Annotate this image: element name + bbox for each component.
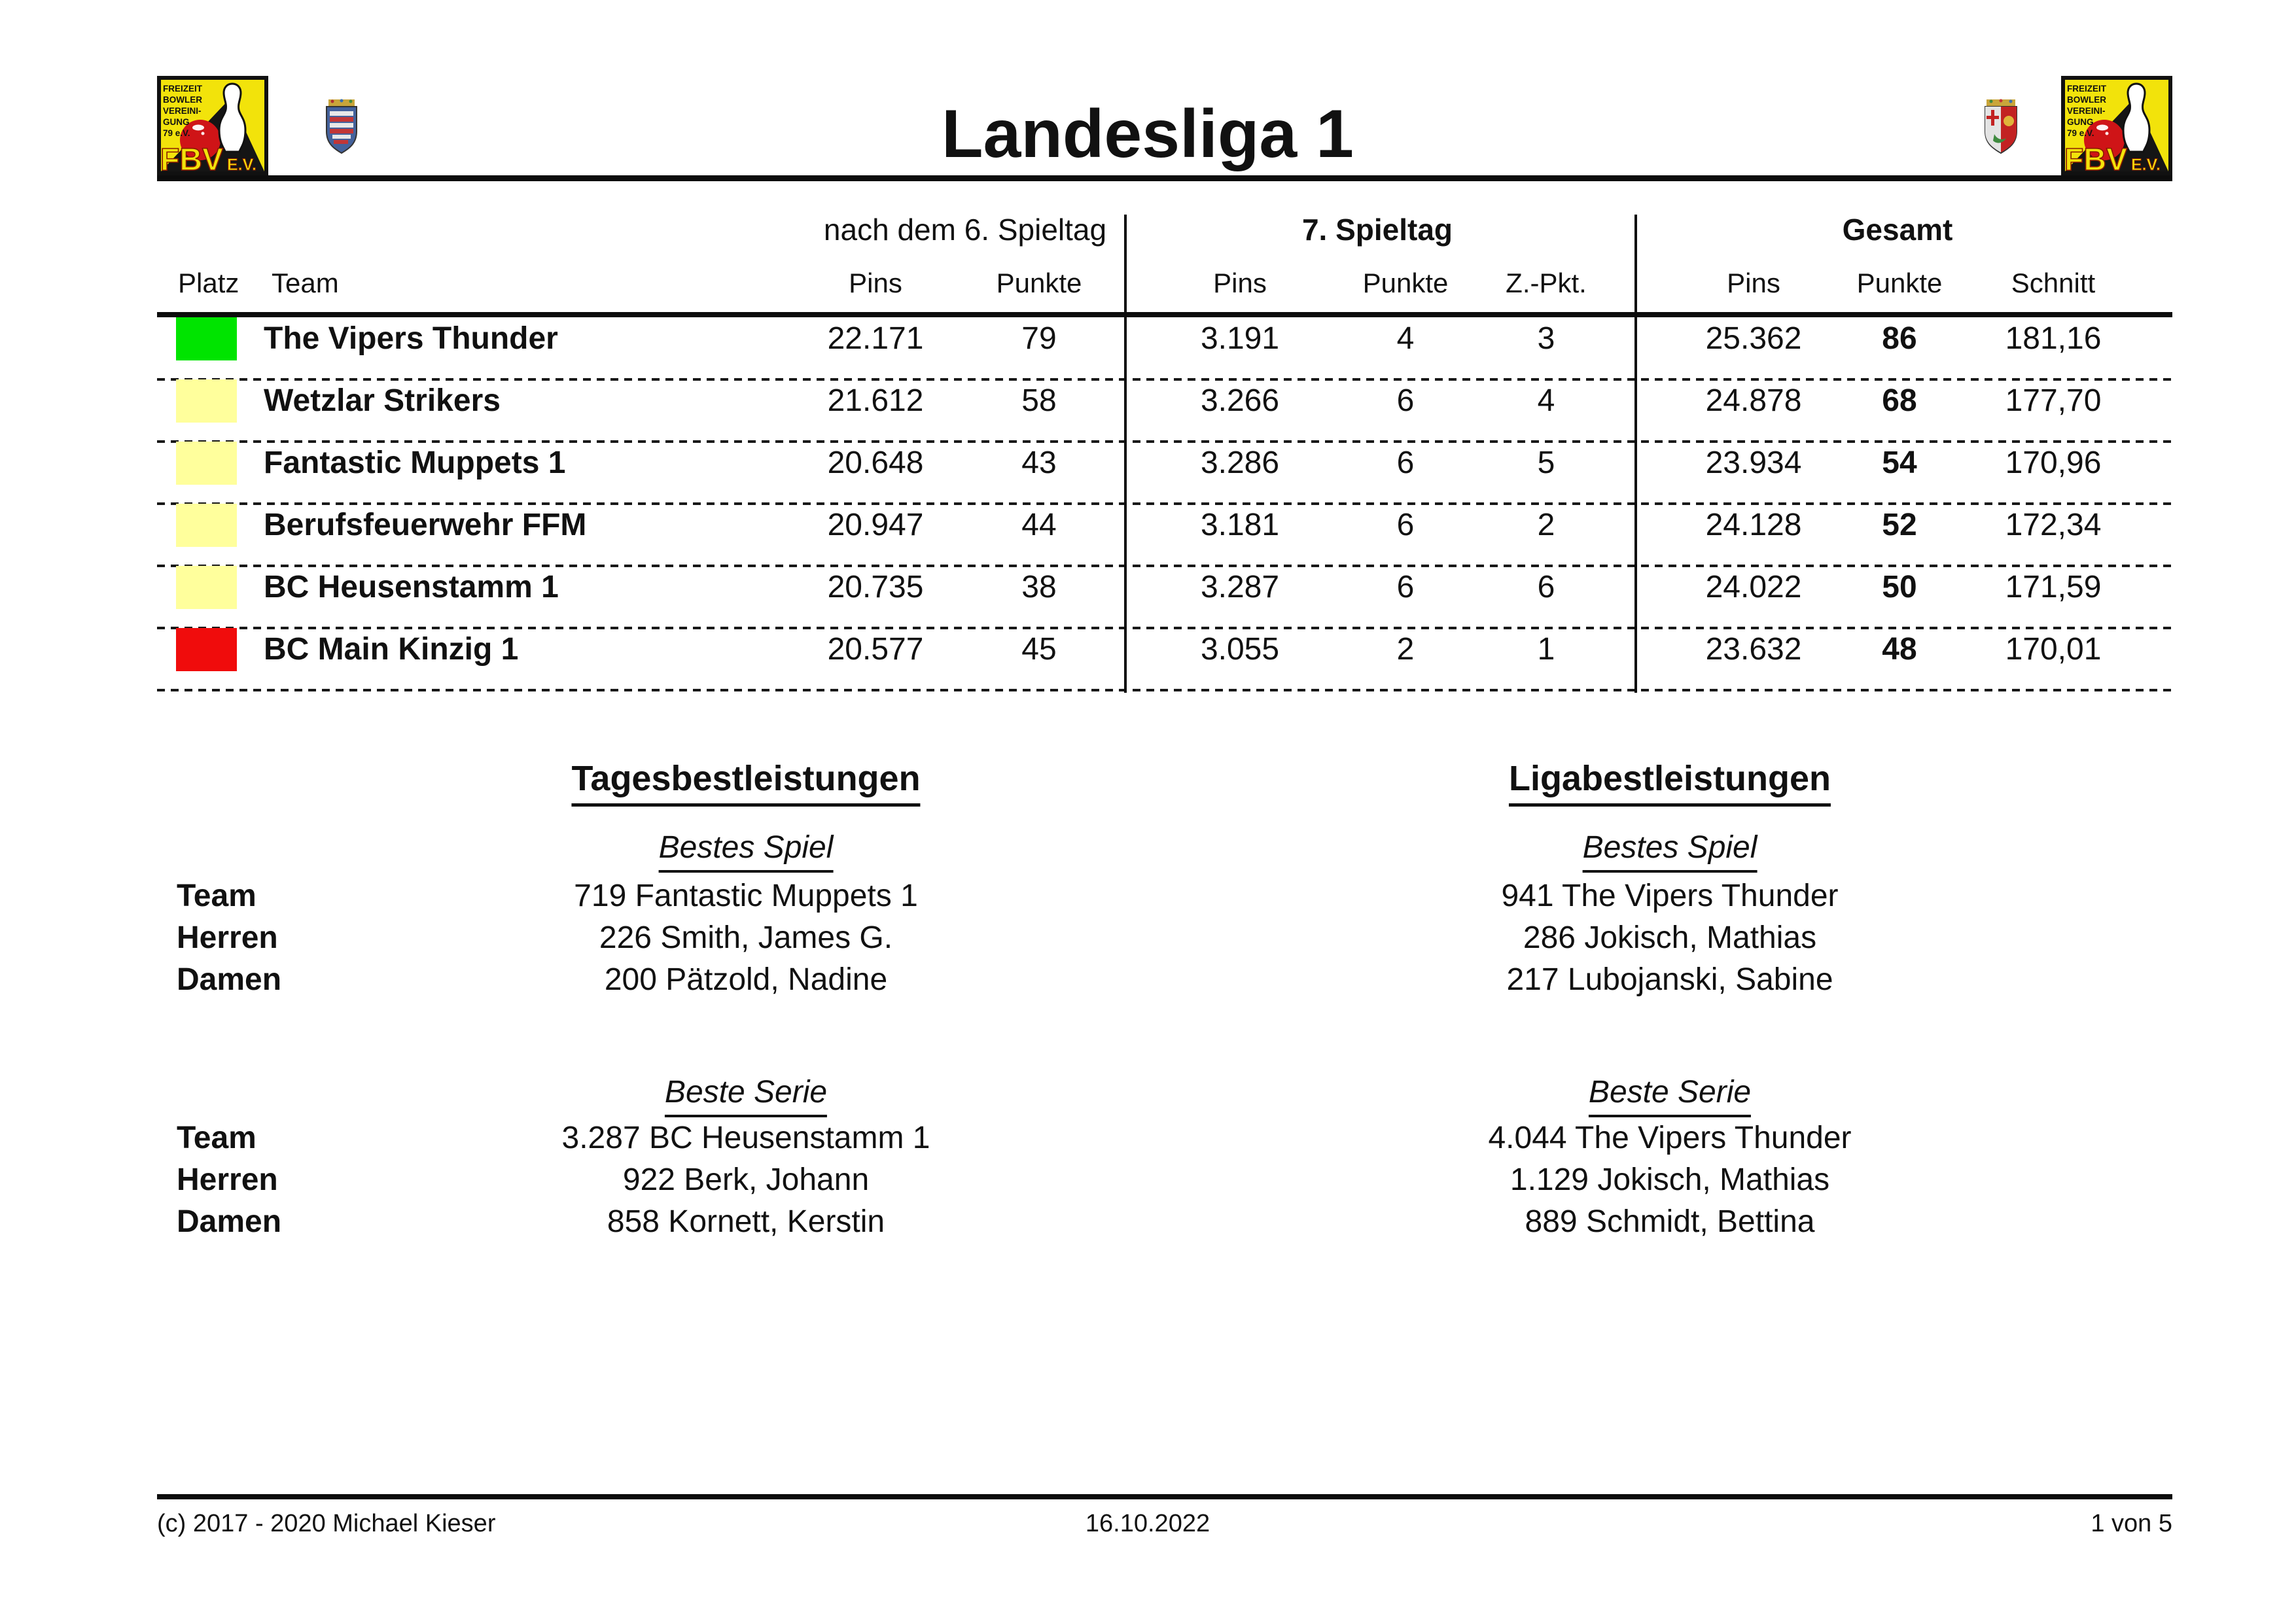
pins-total: 24.878 [1705,383,1802,418]
rank-color-swatch [176,379,237,423]
zusatz-punkte: 6 [1537,570,1555,604]
day-best-series-team: 3.287 BC Heusenstamm 1 [561,1121,930,1155]
schnitt: 170,01 [2005,632,2102,667]
pins-after-day6: 22.171 [827,321,924,356]
rank-color-swatch [176,442,237,485]
zusatz-punkte: 5 [1537,445,1555,480]
logo-text-line4: GUNG [163,117,190,127]
punkte-after-day6: 58 [1021,383,1057,418]
league-best-series-title: Beste Serie [1589,1073,1751,1117]
pins-after-day6: 20.735 [827,570,924,604]
schnitt: 177,70 [2005,383,2102,418]
table-row [157,317,2172,379]
team-name: BC Heusenstamm 1 [264,570,559,604]
footer-date: 16.10.2022 [1085,1510,1210,1537]
punkte-day7: 6 [1396,445,1415,480]
day-best-game-women: 200 Pätzold, Nadine [604,962,888,997]
rank-color-swatch [176,317,237,360]
zusatz-punkte: 2 [1537,508,1555,542]
zusatz-punkte: 4 [1537,383,1555,418]
team-name: Wetzlar Strikers [264,383,501,418]
league-best-series-team: 4.044 The Vipers Thunder [1488,1121,1852,1155]
table-row [157,504,2172,566]
table-row [157,442,2172,504]
schnitt: 170,96 [2005,445,2102,480]
league-best-title: Ligabestleistungen [1509,758,1831,807]
pins-day7: 3.181 [1200,508,1280,542]
col-header-schnitt: Schnitt [2011,268,2096,298]
rank-color-swatch [176,566,237,609]
pins-total: 25.362 [1705,321,1802,356]
day-best-series-men: 922 Berk, Johann [622,1162,870,1197]
punkte-day7: 6 [1396,508,1415,542]
standings-group-header-row [157,211,2172,248]
league-best-game-women: 217 Lubojanski, Sabine [1506,962,1833,997]
punkte-after-day6: 38 [1021,570,1057,604]
table-header-rule [157,312,2172,317]
punkte-day7: 6 [1396,383,1415,418]
punkte-day7: 6 [1396,570,1415,604]
logo-text-line2: BOWLER [163,95,202,105]
logo-text-line5: 79 e.V. [2067,128,2094,138]
label-herren: Herren [177,920,278,955]
logo-text-line4: GUNG [2067,117,2094,127]
col-header-pins-7: Pins [1213,268,1267,298]
team-name: BC Main Kinzig 1 [264,632,519,667]
col-header-punkte-6: Punkte [996,268,1082,298]
label-damen: Damen [177,962,282,997]
schnitt: 172,34 [2005,508,2102,542]
table-row [157,566,2172,628]
col-header-punkte-7: Punkte [1362,268,1449,298]
fbv-logo-icon [2061,76,2172,175]
pins-day7: 3.055 [1200,632,1280,667]
pins-total: 23.632 [1705,632,1802,667]
logo-text-line1: FREIZEIT [2067,84,2106,94]
logo-text-line3: VEREINI- [2067,106,2106,116]
table-divider-day7 [1124,215,1127,693]
rank-color-swatch [176,628,237,671]
label-team: Team [177,879,256,913]
logo-fbv-text: FBV [2064,143,2127,175]
pins-day7: 3.191 [1200,321,1280,356]
zusatz-punkte: 1 [1537,632,1555,667]
logo-fbv-text: FBV [160,143,223,175]
pins-after-day6: 20.947 [827,508,924,542]
col-header-pins-6: Pins [849,268,902,298]
footer-copyright: (c) 2017 - 2020 Michael Kieser [157,1510,496,1537]
punkte-after-day6: 79 [1021,321,1057,356]
fbv-logo-right [2061,76,2172,175]
day-best-series-women: 858 Kornett, Kerstin [607,1204,885,1239]
league-best-series-women: 889 Schmidt, Bettina [1525,1204,1815,1239]
day-best-series-title: Beste Serie [665,1073,827,1117]
day-best-game-title: Bestes Spiel [659,828,834,873]
punkte-day7: 2 [1396,632,1415,667]
group-header-after-day6: nach dem 6. Spieltag [823,213,1107,247]
logo-ev-text: E.V. [2131,156,2161,174]
coat-of-arms-right [1983,98,2019,156]
pins-after-day6: 21.612 [827,383,924,418]
logo-text-line5: 79 e.V. [163,128,190,138]
pins-day7: 3.286 [1200,445,1280,480]
pins-day7: 3.287 [1200,570,1280,604]
pins-total: 24.128 [1705,508,1802,542]
punkte-total: 50 [1882,570,1917,604]
schnitt: 181,16 [2005,321,2102,356]
day-best-game-team: 719 Fantastic Muppets 1 [574,879,918,913]
hessen-coat-of-arms-icon [325,98,359,156]
table-row [157,628,2172,690]
coat-of-arms-right-icon [1983,98,2019,156]
row-separator [157,689,2172,691]
logo-text-line1: FREIZEIT [163,84,202,94]
table-divider-total [1634,215,1637,693]
team-name: Berufsfeuerwehr FFM [264,508,587,542]
league-best-game-title: Bestes Spiel [1583,828,1757,873]
punkte-after-day6: 45 [1021,632,1057,667]
fbv-logo-icon [157,76,268,175]
punkte-total: 68 [1882,383,1917,418]
day-best-game-men: 226 Smith, James G. [599,920,893,955]
logo-text-line2: BOWLER [2067,95,2106,105]
zusatz-punkte: 3 [1537,321,1555,356]
punkte-day7: 4 [1396,321,1415,356]
day-best-title: Tagesbestleistungen [571,758,920,807]
punkte-total: 86 [1882,321,1917,356]
punkte-total: 52 [1882,508,1917,542]
league-best-series-men: 1.129 Jokisch, Mathias [1510,1162,1830,1197]
hessen-coat-of-arms [325,98,359,156]
footer-rule [157,1494,2172,1499]
header-rule [157,175,2172,181]
pins-after-day6: 20.648 [827,445,924,480]
pins-after-day6: 20.577 [827,632,924,667]
pins-total: 24.022 [1705,570,1802,604]
league-best-game-team: 941 The Vipers Thunder [1501,879,1839,913]
label-damen: Damen [177,1204,282,1239]
logo-ev-text: E.V. [227,156,256,174]
group-header-day7: 7. Spieltag [1301,213,1453,247]
col-header-team: Team [272,268,339,298]
label-team: Team [177,1121,256,1155]
fbv-logo-left [157,76,268,175]
col-header-platz: Platz [178,268,239,298]
punkte-total: 48 [1882,632,1917,667]
group-header-total: Gesamt [1842,213,1953,247]
pins-day7: 3.266 [1200,383,1280,418]
rank-color-swatch [176,504,237,547]
logo-text-line3: VEREINI- [163,106,202,116]
standings-column-header-row [157,265,2172,302]
punkte-after-day6: 44 [1021,508,1057,542]
team-name: Fantastic Muppets 1 [264,445,566,480]
punkte-total: 54 [1882,445,1917,480]
table-row [157,379,2172,442]
col-header-zpkt: Z.-Pkt. [1506,268,1587,298]
footer-page-number: 1 von 5 [2091,1510,2172,1537]
col-header-punkte-total: Punkte [1856,268,1943,298]
league-best-game-men: 286 Jokisch, Mathias [1523,920,1817,955]
schnitt: 171,59 [2005,570,2102,604]
pins-total: 23.934 [1705,445,1802,480]
page-title: Landesliga 1 [942,96,1354,172]
punkte-after-day6: 43 [1021,445,1057,480]
team-name: The Vipers Thunder [264,321,558,356]
col-header-pins-total: Pins [1727,268,1780,298]
label-herren: Herren [177,1162,278,1197]
